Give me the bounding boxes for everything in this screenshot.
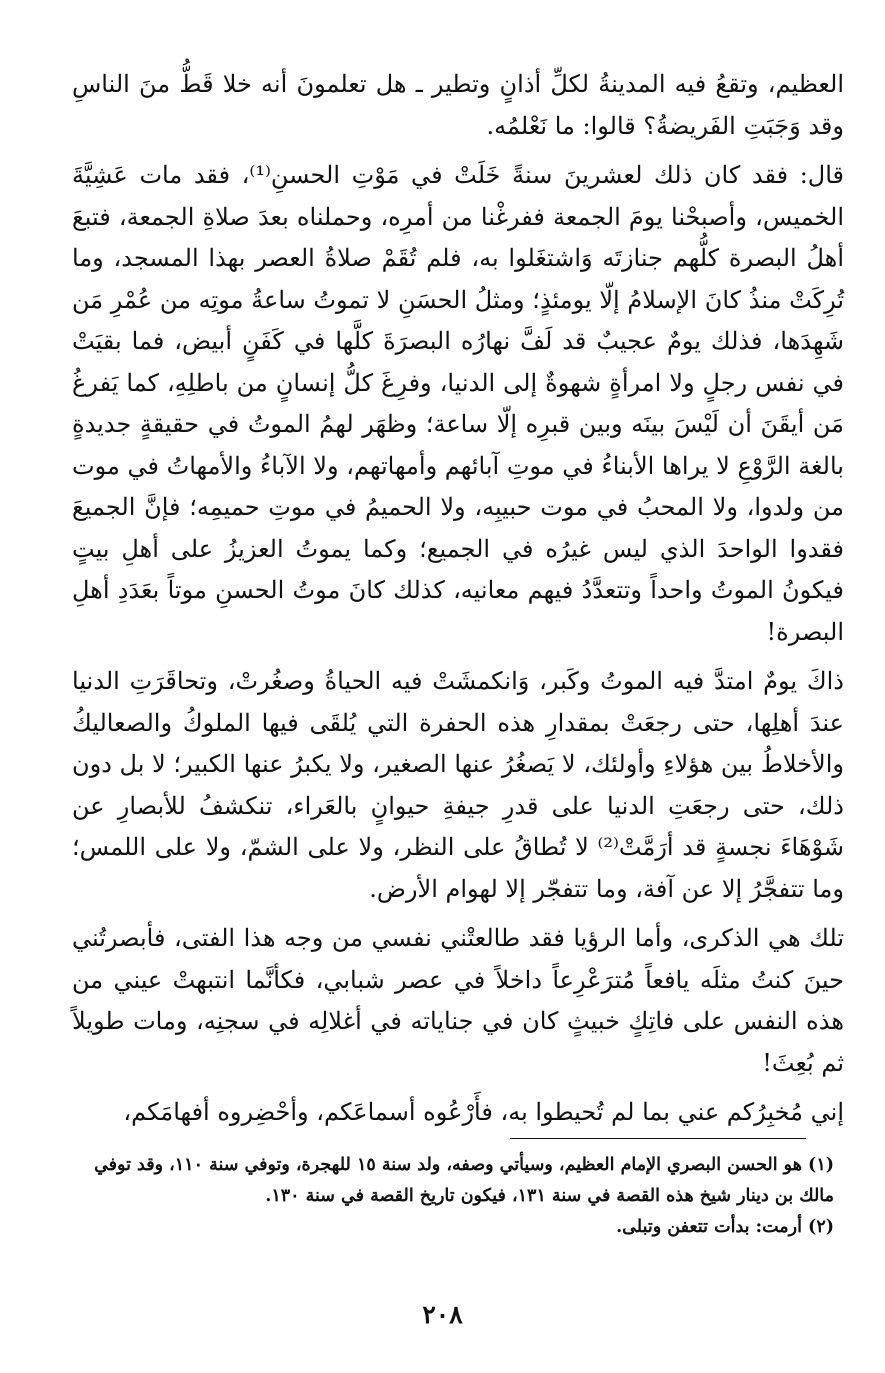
footnote-2: (٢) أرمت: بدأت تتعفن وتبلى. xyxy=(616,1217,834,1237)
footnote-1: (١) هو الحسن البصري الإمام العظيم، وسيأتي وصفه، ولد سنة ١٥ للهجرة، وتوفي سنة ١١٠، وقد توفي مالك بن دينار شيخ هذه القصة في سنة ١٣١، فيكون تاريخ القصة في سنة ١٣٠. xyxy=(94,1155,834,1206)
paragraph-hasan-death: قال: فقد كان ذلك لعشرينَ سنةً خَلَتْ في مَوْتِ الحسنِ⁽¹⁾، فقد مات عَشِيَّةَ الخميس، وأصبحْنا يومَ الجمعة ففرغْنا من أمرِه، وحملناه بعدَ صلاةِ الجمعة، فتبعَ أهلُ البصرة كلُّهم جنازتَه وَاشتغَلوا به، فلم تُقَمْ صلاةُ العصر بهذا المسجد، وما تُرِكَتْ منذُ كانَ الإسلامُ إلّا يومئذٍ؛ ومثلُ الحسَنِ لا تموتُ ساعةُ موتِه من عُمْرِ مَن شَهِدَها، فذلك يومٌ عجيبٌ قد لَفَّ نهارُه البصرَةَ كلَّها في كَفَنٍ أبيض، فما بقيَتْ في نفس رجلٍ ولا امرأةٍ شهوةٌ إلى الدنيا، وفرِغَ كلُّ إنسانٍ من باطلِهِ، كما يَفرغُ مَن أيقَنَ أن لَيْسَ بينَه وبين قبرِه إلّا ساعة؛ وظهَر لهمُ الموتُ في حقيقةٍ جديدةٍ بالغة الرَّوْعِ لا يراها الأبناءُ في موتِ آبائهم وأمهاتهم، ولا الآباءُ والأمهاتُ في موت من ولدوا، ولا المحبُ في موت حبيبِه، ولا الحميمُ في موتِ حميمِه؛ فإنَّ الجميعَ فقدوا الواحدَ الذي ليس غيرُه في الجميع؛ وكما يموتُ العزيزُ على أهلِ بيتٍ فيكونُ الموتُ واحداً وتتعدَّدُ فيهم معانيه، كذلك كانَ موتُ الحسنِ موتاً بعَدَدِ أهلِ البصرة! xyxy=(72,161,845,646)
paragraph-day-of-death: ذاكَ يومٌ امتدَّ فيه الموتُ وكَبر، وَانكمشَتْ فيه الحياةُ وصغُرتْ، وتحاقَرَتِ الدنيا عندَ أهلِها، حتى رجعَتْ بمقدارِ هذه الحفرة التي يُلقَى فيها الملوكُ والصعاليكُ والأخلاطُ بين هؤلاءِ وأولئك، لا يَصغُرُ عنها الصغير، ولا يكبرُ عنها الكبير؛ لا بل دون ذلك، حتى رجعَتِ الدنيا على قدرِ جيفةِ حيوانٍ بالعَراء، تنكشفُ للأبصارِ عن شَوْهَاءَ نجسةٍ قد أرَمَّتْ⁽²⁾ لا تُطاقُ على النظر، ولا على الشمّ، ولا على اللمس؛ وما تتفجَّرُ إلا عن آفة، وما تتفجّر إلا لهوام الأرض. xyxy=(72,667,844,903)
main-text xyxy=(72,64,844,1142)
footnotes xyxy=(72,1150,834,1243)
paragraph-memory-vision: تلك هي الذكرى، وأما الرؤيا فقد طالعتْني نفسي من وجه هذا الفتى، فأبصرتُني حينَ كنتُ مثلَه يافعاً مُترَعْرِعاً داخلاً في عصر شبابي، فكأنَّما انتبهتْ عيني من هذه النفس على فاتِكٍ خبيثٍ كان في جناياته في أغلالِه في سجنِه، ومات طويلاً ثم بُعِثَ! xyxy=(72,924,844,1077)
page-number: ٢٠٨ xyxy=(422,1300,463,1329)
paragraph-closing: إني مُخبِرُكم عني بما لم تُحيطوا به، فأَرْعُوه أسماعَكم، وأحْضِروه أفهامَكم، xyxy=(123,1098,844,1126)
footnote-divider xyxy=(510,1138,806,1139)
paragraph-continuation: العظيم، وتقعُ فيه المدينةُ لكلِّ أذانٍ وتطير ـ هل تعلمونَ أنه خلا قَطُّ منَ الناسِ وقد وَجَبَتِ الفَريضةُ؟ قالوا: ما نَعْلمُه. xyxy=(72,70,844,140)
